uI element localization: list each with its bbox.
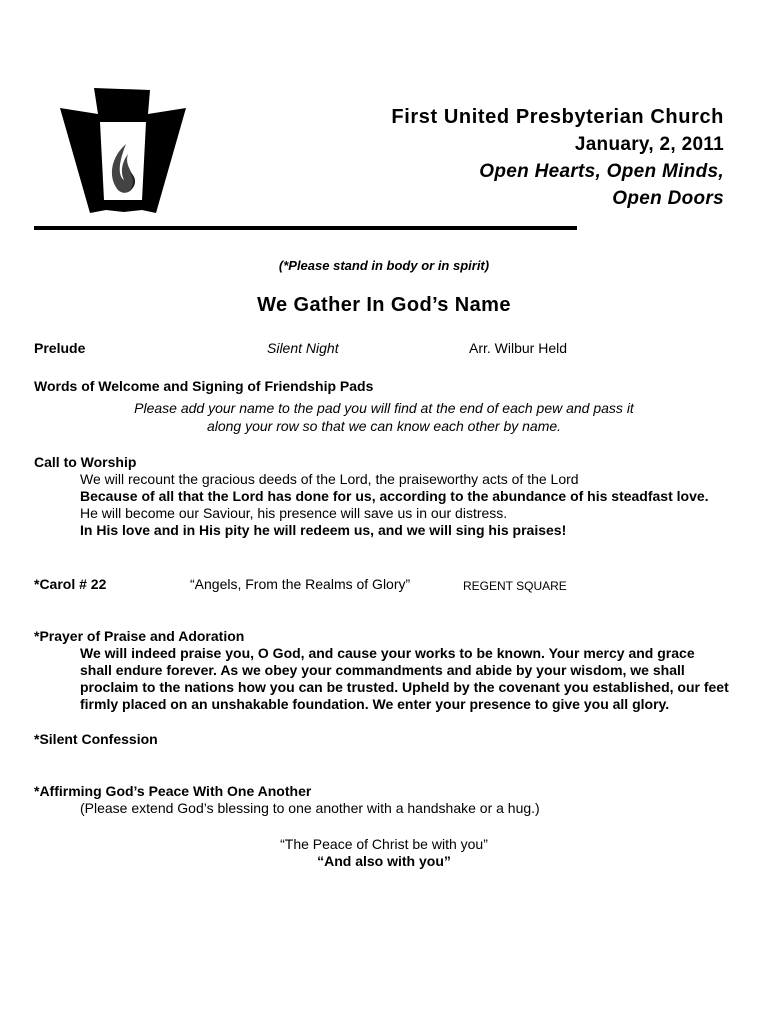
- call-leader-2: He will become our Saviour, his presence will save us in our distress.: [80, 505, 508, 521]
- call-people-1: Because of all that the Lord has done for us, according to the abundance of his steadfast love.: [80, 488, 709, 504]
- prelude-label: Prelude: [34, 340, 86, 356]
- call-leader-1: We will recount the gracious deeds of the Lord, the praiseworthy acts of the Lord: [80, 471, 579, 487]
- peace-leader: “The Peace of Christ be with you”: [280, 836, 488, 852]
- welcome-label: Words of Welcome and Signing of Friendship Pads: [34, 378, 374, 394]
- church-name: First United Presbyterian Church: [391, 106, 724, 128]
- section-title: We Gather In God’s Name: [257, 294, 511, 316]
- welcome-line-2: along your row so that we can know each other by name.: [206, 418, 562, 434]
- carol-tune: REGENT SQUARE: [463, 579, 567, 593]
- service-date: January, 2, 2011: [574, 134, 724, 155]
- church-logo: [60, 88, 190, 213]
- header-divider: [34, 226, 577, 230]
- call-to-worship: [80, 471, 740, 539]
- prelude-arranger: Arr. Wilbur Held: [469, 340, 568, 356]
- carol-label: *Carol # 22: [34, 576, 107, 592]
- peace-people: “And also with you”: [317, 853, 451, 869]
- welcome-line-1: Please add your name to the pad you will find at the end of each pew and pass it: [134, 400, 634, 416]
- call-people-2: In His love and in His pity he will redeem us, and we will sing his praises!: [80, 522, 567, 538]
- prayer-text: We will indeed praise you, O God, and cause your works to be known. Your mercy and grace shall endure forever. As we obey your commandments and abide by your wisdom, we shall proclaim to the nations how you can be trusted. Upheld by the covenant you established, our feet firmly placed on an unshakable foundation. We enter your presence to give you all glory.: [80, 645, 729, 712]
- confession-label: *Silent Confession: [34, 731, 158, 747]
- prayer-label: *Prayer of Praise and Adoration: [34, 628, 245, 644]
- prelude-title: Silent Night: [267, 340, 339, 356]
- peace-note: (Please extend God’s blessing to one another with a handshake or a hug.): [80, 800, 540, 816]
- theme-line-1: Open Hearts, Open Minds,: [479, 161, 724, 182]
- peace-label: *Affirming God’s Peace With One Another: [34, 783, 312, 799]
- theme-line-2: Open Doors: [612, 188, 724, 209]
- stand-note: (*Please stand in body or in spirit): [278, 258, 490, 273]
- call-label: Call to Worship: [34, 454, 137, 470]
- bulletin-header: [391, 104, 724, 212]
- carol-title: “Angels, From the Realms of Glory”: [190, 576, 411, 592]
